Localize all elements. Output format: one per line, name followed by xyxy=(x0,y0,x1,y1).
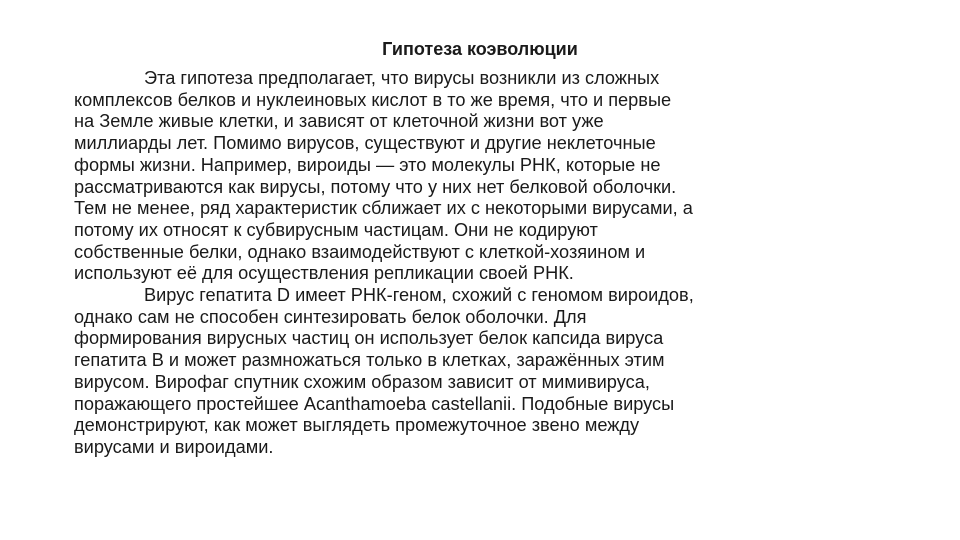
text-line: вирусом. Вирофаг спутник схожим образом зависит от мимивируса, xyxy=(74,371,650,392)
text-line: потому их относят к субвирусным частицам. Они не кодируют xyxy=(74,219,598,240)
text-line: Вирус гепатита D имеет РНК-геном, схожий с геномом вироидов, xyxy=(144,285,694,306)
body-text xyxy=(74,68,874,459)
text-line: формирования вирусных частиц он использует белок капсида вируса xyxy=(74,328,664,349)
text-line: рассматриваются как вирусы, потому что у них нет белковой оболочки. xyxy=(74,176,677,197)
text-line: демонстрируют, как может выглядеть промежуточное звено между xyxy=(74,415,640,436)
text-line: поражающего простейшее Acanthamoeba castellanii. Подобные вирусы xyxy=(74,393,675,414)
text-line: вирусами и вироидами. xyxy=(74,436,274,457)
text-line: используют её для осуществления репликации своей РНК. xyxy=(74,263,574,284)
text-line: на Земле живые клетки, и зависят от клеточной жизни вот уже xyxy=(74,111,604,132)
text-line: Тем не менее, ряд характеристик сближает их с некоторыми вирусами, а xyxy=(74,198,693,219)
text-line: миллиарды лет. Помимо вирусов, существуют и другие неклеточные xyxy=(74,133,656,154)
text-line: гепатита B и может размножаться только в клетках, заражённых этим xyxy=(74,350,665,371)
paragraph-2 xyxy=(74,285,874,459)
slide-title: Гипотеза коэволюции xyxy=(382,39,578,59)
text-line: собственные белки, однако взаимодействуют с клеткой-хозяином и xyxy=(74,241,646,262)
text-line: комплексов белков и нуклеиновых кислот в то же время, что и первые xyxy=(74,89,672,110)
text-line: Эта гипотеза предполагает, что вирусы возникли из сложных xyxy=(144,68,660,88)
paragraph-1 xyxy=(74,68,874,285)
text-line: однако сам не способен синтезировать белок оболочки. Для xyxy=(74,306,587,327)
text-line: формы жизни. Например, вироиды — это молекулы РНК, которые не xyxy=(74,154,661,175)
